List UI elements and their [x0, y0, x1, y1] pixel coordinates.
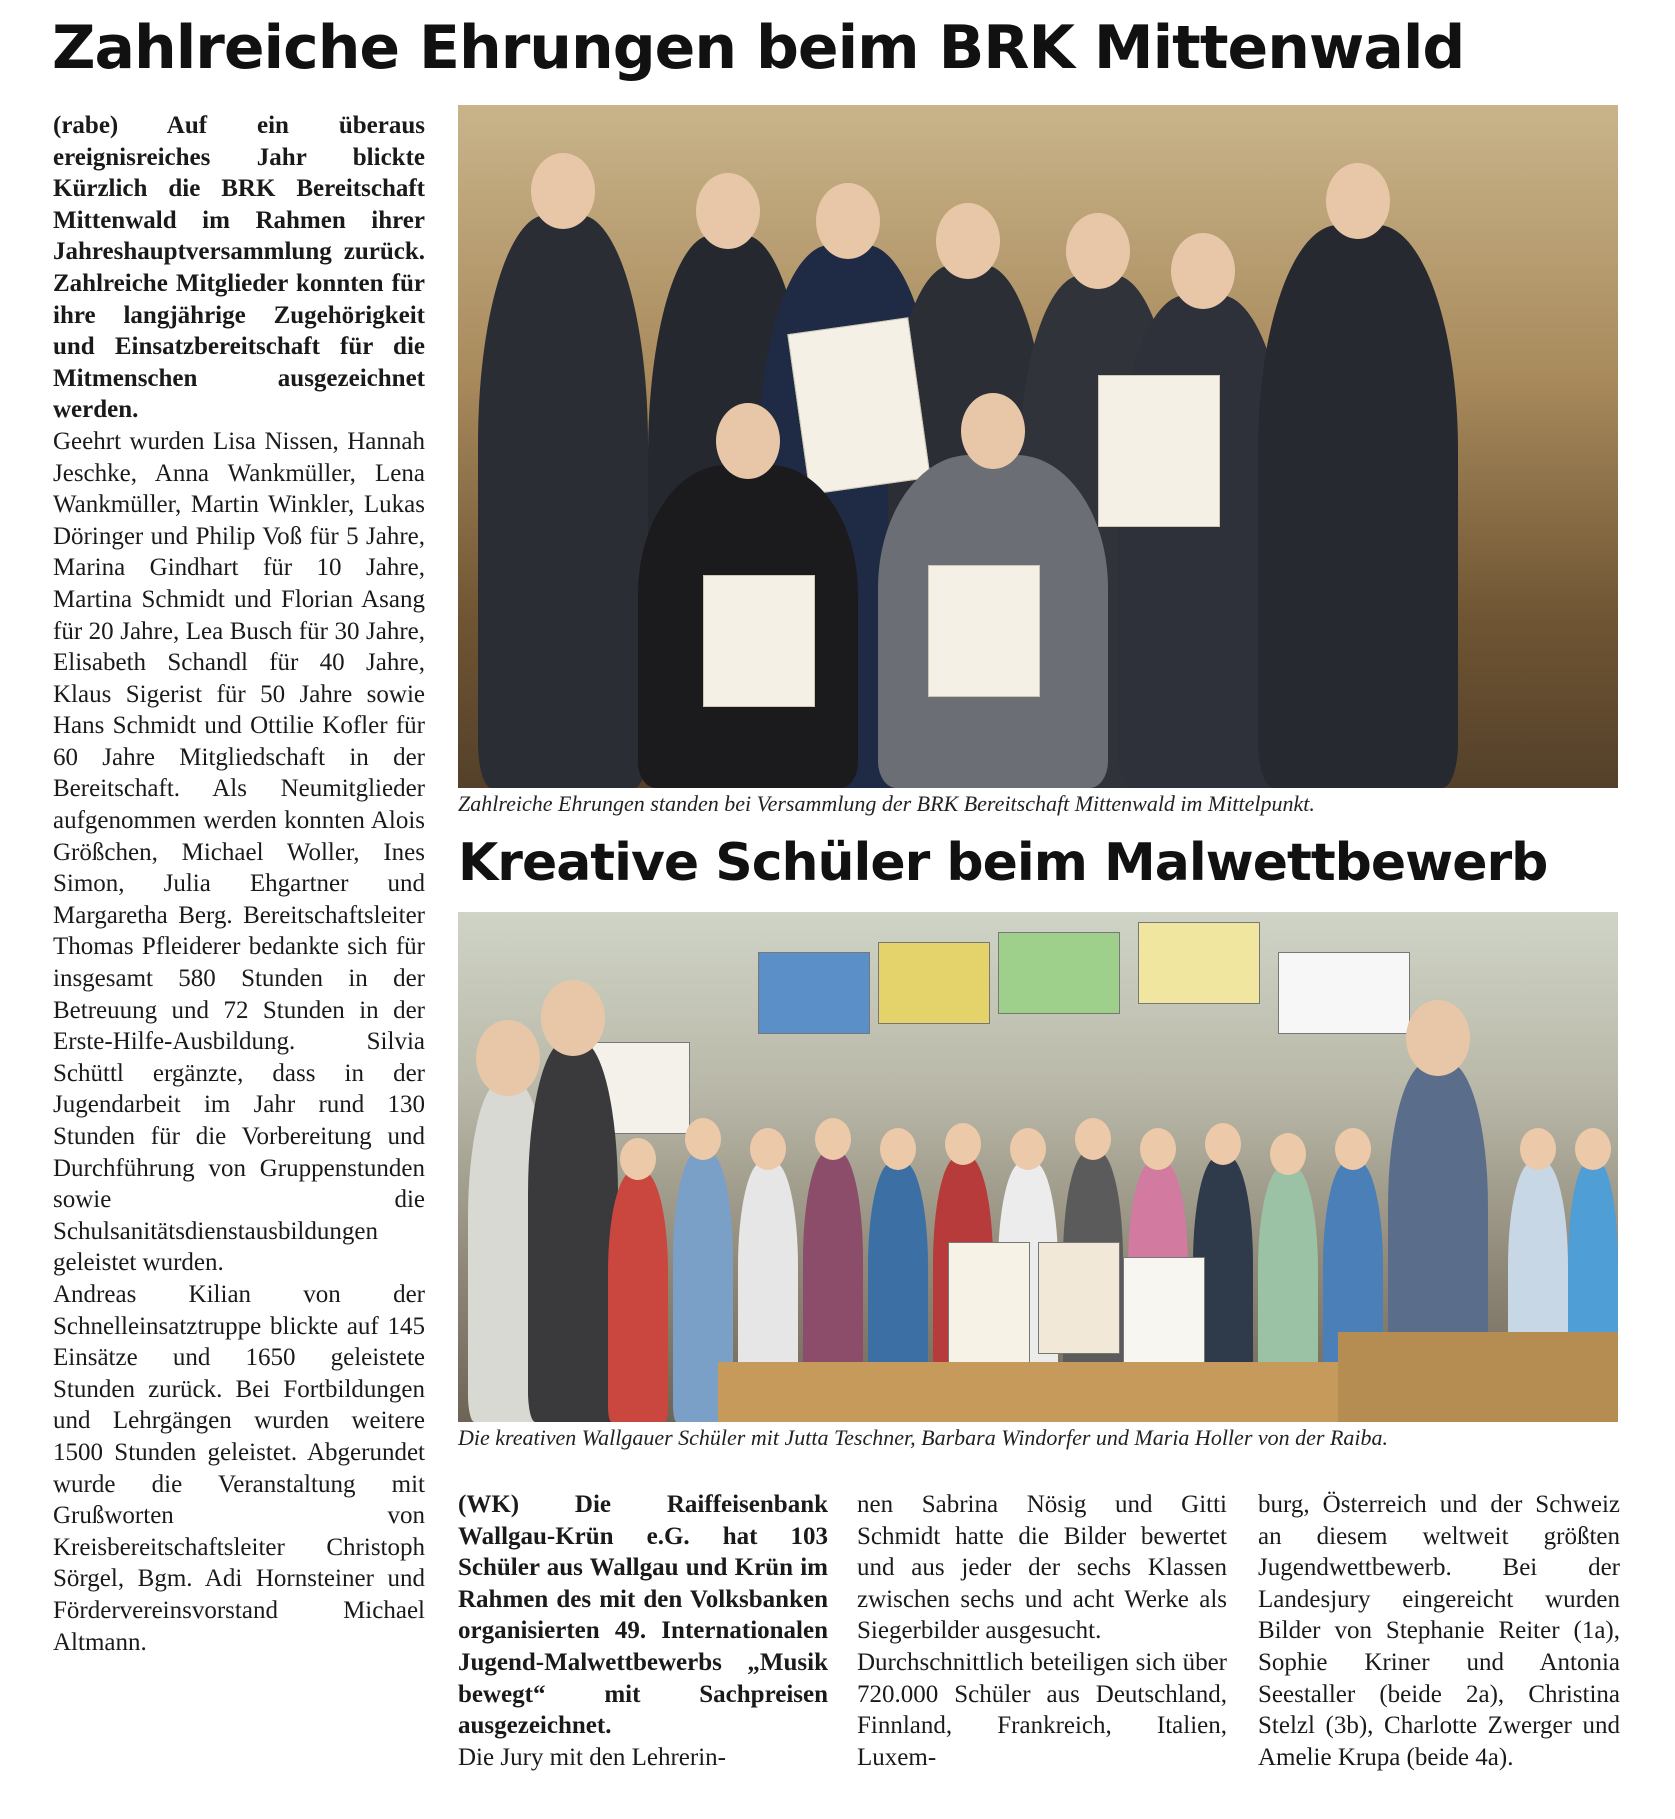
article-mal-col2-text: nen Sabrina Nösig und Gitti Schmidt hatte die Bilder bewertet und aus jeder der sechs Klassen zwischen sechs und acht Werke als Siegerbilder ausgesucht.	[857, 1491, 1227, 1645]
article-mal-column-2	[857, 1489, 1227, 1773]
headline-malwettbewerb: Kreative Schüler beim Malwettbewerb	[458, 833, 1548, 893]
article-mal-col2b-text: Durchschnittlich beteiligen sich über 720.000 Schüler aus Deutschland, Finnland, Frankreich, Italien, Luxem-	[857, 1648, 1227, 1771]
headline-brk: Zahlreiche Ehrungen beim BRK Mittenwald	[52, 13, 1465, 83]
article-mal-col3-text: burg, Österreich und der Schweiz an diesem weltweit größten Jugendwettbewerb. Bei der Landesjury eingereicht wurden Bilder von Stephanie Reiter (1a), Sophie Kriner und Antonia Seestaller (beide 2a), Christina Stelzl (3b), Charlotte Zwerger und Amelie Krupa (beide 4a).	[1258, 1491, 1620, 1771]
photo-school-class	[458, 912, 1618, 1422]
article-mal-lead: (WK) Die Raiffeisenbank Wallgau-Krün e.G. hat 103 Schüler aus Wallgau und Krün im Rahmen des mit den Volksbanken organisierten 49. Internationalen Jugend-Malwettbewerbs „Musik bewegt“ mit Sachpreisen ausgezeichnet.	[458, 1491, 828, 1740]
article-mal-column-3	[1258, 1489, 1620, 1773]
photo-brk-group	[458, 105, 1618, 788]
article-brk-lead: (rabe) Auf ein überaus ereignisreiches Jahr blickte Kürzlich die BRK Bereitschaft Mittenwald im Rahmen ihrer Jahreshauptversammlung zurück. Zahlreiche Mitglieder konnten für ihre langjährige Zugehörigkeit und Einsatzbereitschaft für die Mitmenschen ausgezeichnet werden.	[53, 112, 425, 424]
article-brk-text	[53, 110, 425, 1658]
article-brk-body-2: Andreas Kilian von der Schnelleinsatztruppe blickte auf 145 Einsätze und 1650 geleistete Stunden zurück. Bei Fortbildungen und Lehrgängen wurden weitere 1500 Stunden geleistet. Abgerundet wurde die Veranstaltung mit Grußworten von Kreisbereitschaftsleiter Christoph Sörgel, Bgm. Adi Hornsteiner und Fördervereinsvorstand Michael Altmann.	[53, 1280, 425, 1656]
caption-school-photo: Die kreativen Wallgauer Schüler mit Jutta Teschner, Barbara Windorfer und Maria Holler von der Raiba.	[458, 1425, 1389, 1450]
caption-brk-photo: Zahlreiche Ehrungen standen bei Versammlung der BRK Bereitschaft Mittenwald im Mittelpunkt.	[458, 791, 1315, 816]
article-mal-column-1	[458, 1489, 828, 1773]
article-brk-body: Geehrt wurden Lisa Nissen, Hannah Jeschke, Anna Wankmüller, Lena Wankmüller, Martin Winkler, Lukas Döringer und Philip Voß für 5 Jahre, Marina Gindhart für 10 Jahre, Martina Schmidt und Florian Asang für 20 Jahre, Lea Busch für 30 Jahre, Elisabeth Schandl für 40 Jahre, Klaus Sigerist für 50 Jahre sowie Hans Schmidt und Ottilie Kofler für 60 Jahre Mitgliedschaft in der Bereitschaft. Als Neumitglieder aufgenommen werden konnten Alois Größchen, Michael Woller, Ines Simon, Julia Ehgartner und Margaretha Berg. Bereitschaftsleiter Thomas Pfleiderer bedankte sich für insgesamt 580 Stunden in der Betreuung und 72 Stunden in der Erste-Hilfe-Ausbildung. Silvia Schüttl ergänzte, dass in der Jugendarbeit im Jahr rund 130 Stunden für die Vorbereitung und Durchführung von Gruppenstunden sowie die Schulsanitätsdienstausbildungen geleistet wurden.	[53, 427, 425, 1277]
article-mal-col1-tail: Die Jury mit den Lehrerin-	[458, 1743, 726, 1771]
